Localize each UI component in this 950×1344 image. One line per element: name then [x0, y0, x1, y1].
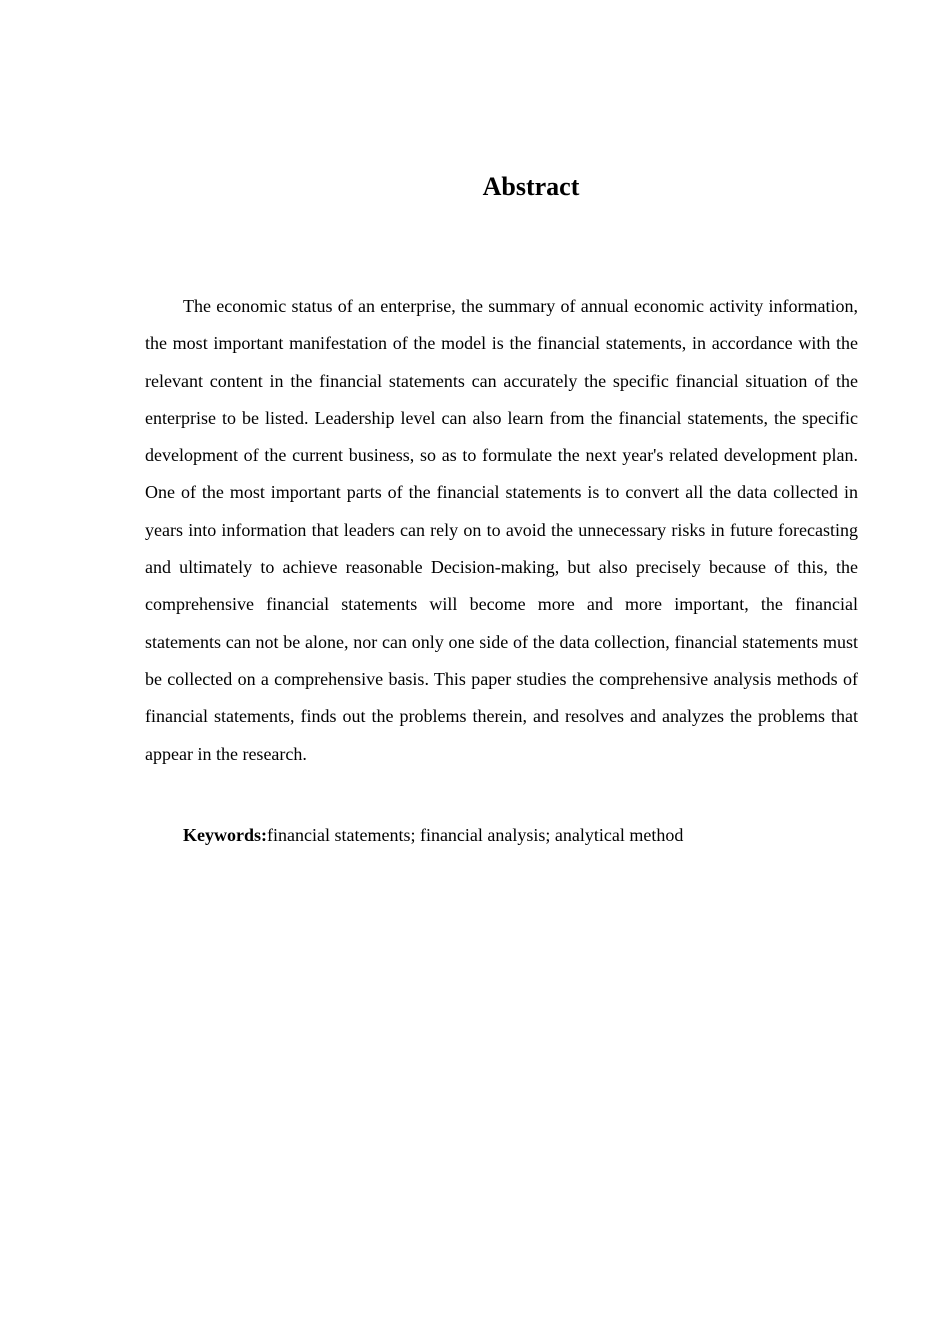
keywords-line [145, 817, 858, 854]
abstract-paragraph: The economic status of an enterprise, the summary of annual economic activity information, the most important manifestation of the model is the financial statements, in accordance with the relevant content in the financial statements can accurately the specific financial situation of the enterprise to be listed. Leadership level can also learn from the financial statements, the specific development of the current business, so as to formulate the next year's related development plan. One of the most important parts of the financial statements is to convert all the data collected in years into information that leaders can rely on to avoid the unnecessary risks in future forecasting and ultimately to achieve reasonable Decision-making, but also precisely because of this, the comprehensive financial statements will become more and more important, the financial statements can not be alone, nor can only one side of the data collection, financial statements must be collected on a comprehensive basis. This paper studies the comprehensive analysis methods of financial statements, finds out the problems therein, and resolves and analyzes the problems that appear in the research. [145, 296, 858, 764]
page-title: Abstract [482, 172, 580, 201]
keywords-label: Keywords: [183, 825, 267, 845]
keywords-text: financial statements; financial analysis; analytical method [267, 825, 684, 845]
